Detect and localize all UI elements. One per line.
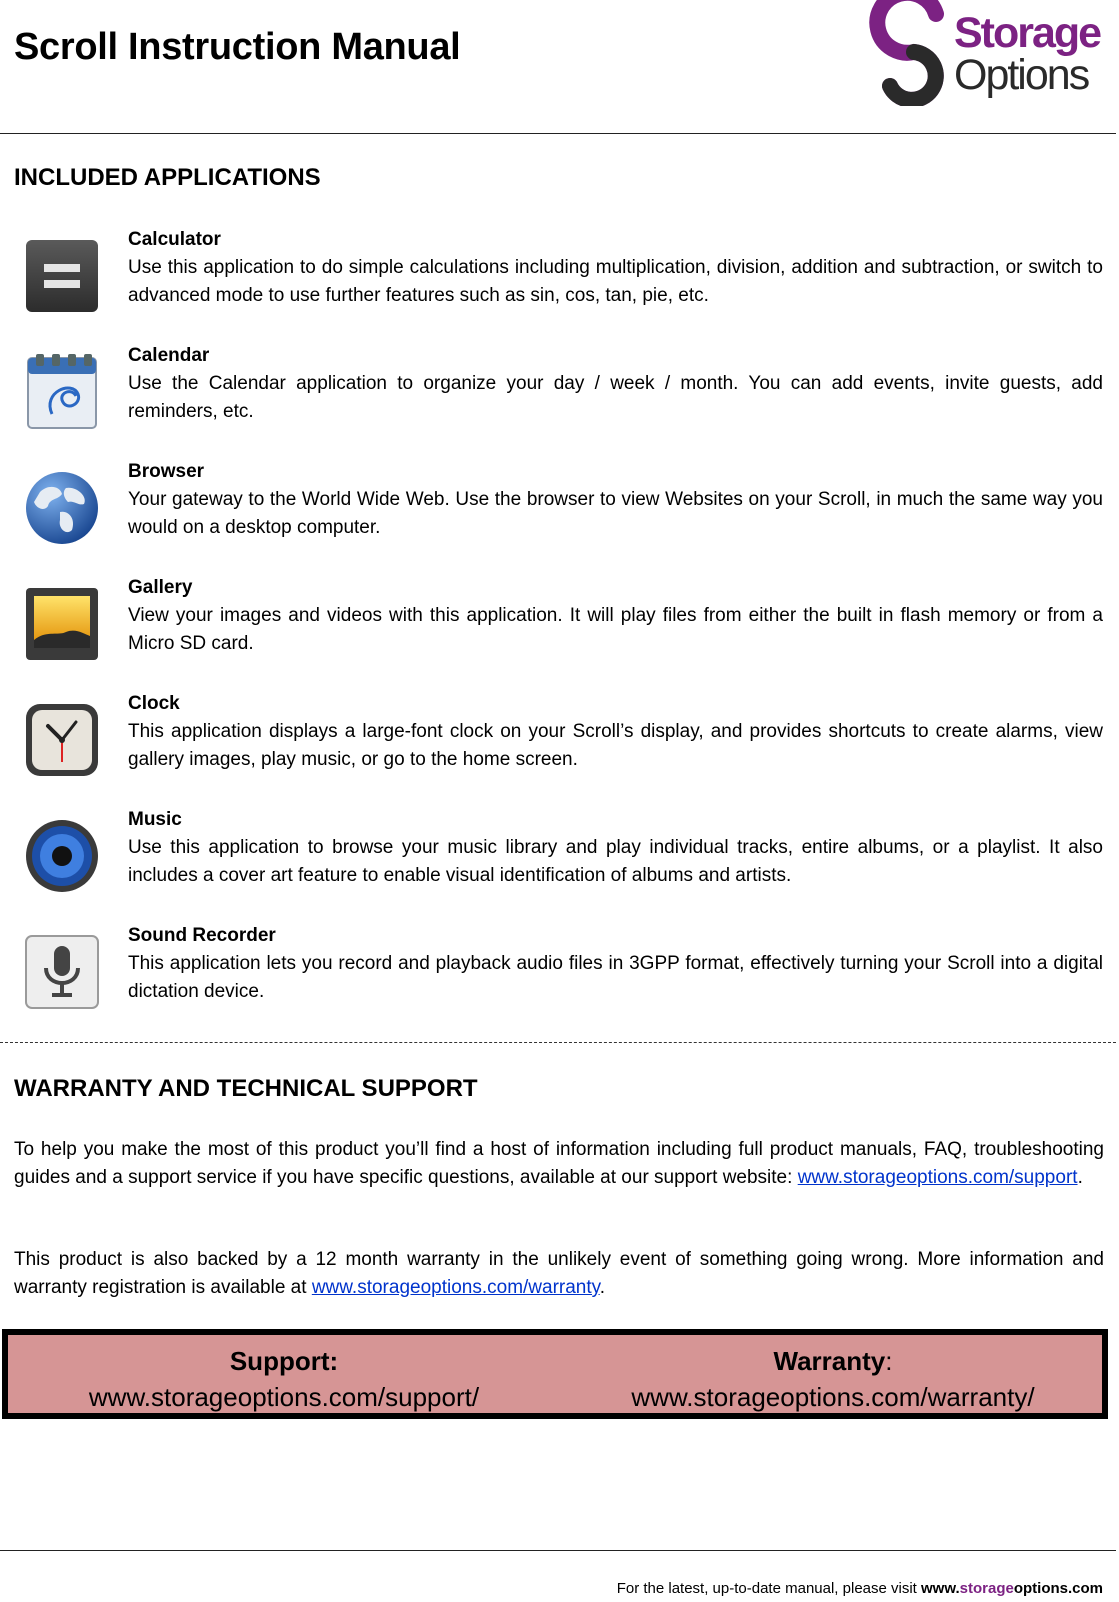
footer-divider bbox=[0, 1550, 1116, 1551]
app-name: Calculator bbox=[128, 229, 221, 250]
app-item-calendar bbox=[0, 342, 1110, 442]
app-item-calculator bbox=[0, 226, 1110, 326]
app-item-sound-recorder bbox=[0, 922, 1110, 1022]
app-description: View your images and videos with this application. It will play files from either the built in flash memory or from a Micro SD card. bbox=[128, 605, 1103, 654]
app-description: This application displays a large-font clock on your Scroll’s display, and provides shortcuts to create alarms, view gallery images, play music, or go to the home screen. bbox=[128, 721, 1103, 770]
warranty-paragraph: This product is also backed by a 12 month warranty in the unlikely event of something going wrong. More information and warranty registration is available at www.storageoptions.com/warranty. bbox=[14, 1249, 1104, 1298]
app-description: Use the Calendar application to organize your day / week / month. You can add events, invite guests, add reminders, etc. bbox=[128, 373, 1103, 422]
app-name: Music bbox=[128, 809, 182, 830]
footer-text: For the latest, up-to-date manual, please visit bbox=[616, 1580, 922, 1597]
globe-icon bbox=[22, 468, 102, 548]
app-name: Gallery bbox=[128, 577, 193, 598]
section-divider bbox=[0, 1042, 1116, 1043]
speaker-icon bbox=[22, 816, 102, 896]
warranty-link[interactable]: www.storageoptions.com/warranty bbox=[311, 1277, 600, 1298]
warranty-section-title: WARRANTY AND TECHNICAL SUPPORT bbox=[14, 1075, 478, 1102]
app-item-browser bbox=[0, 458, 1110, 558]
app-description: Use this application to browse your music library and play individual tracks, entire albums, or a playlist. It also includes a cover art feature to enable visual identification of albums and artists. bbox=[128, 837, 1103, 886]
clock-icon bbox=[22, 700, 102, 780]
storage-options-logo bbox=[866, 0, 1106, 108]
gallery-icon bbox=[22, 584, 102, 664]
app-description: Use this application to do simple calculations including multiplication, division, addition and subtraction, or switch to advanced mode to use further features such as sin, cos, tan, pie, etc. bbox=[128, 257, 1103, 306]
microphone-icon bbox=[22, 932, 102, 1012]
app-description: Your gateway to the World Wide Web. Use the browser to view Websites on your Scroll, in much the same way you would on a desktop computer. bbox=[128, 489, 1103, 538]
support-paragraph: To help you make the most of this product you’ll find a host of information including full product manuals, FAQ, troubleshooting guides and a support service if you have specific questions, available at our support website: www.storageoptions.com/support. bbox=[14, 1139, 1104, 1188]
app-name: Calendar bbox=[128, 345, 210, 366]
contact-info-box bbox=[2, 1329, 1108, 1419]
support-link[interactable]: www.storageoptions.com/support bbox=[797, 1167, 1078, 1188]
warranty-paragraph-text: This product is also backed by a 12 month warranty in the unlikely event of something going wrong. More information and warranty registration is available at bbox=[14, 1249, 1104, 1298]
footer-url-storage: storage bbox=[959, 1580, 1014, 1597]
apps-section-title: INCLUDED APPLICATIONS bbox=[14, 164, 321, 191]
warranty-label: Warranty bbox=[773, 1346, 886, 1376]
logo-s-mark-icon bbox=[866, 0, 962, 106]
footer-note bbox=[617, 1580, 1103, 1597]
logo-word-options: Options bbox=[954, 51, 1089, 99]
header-divider bbox=[0, 133, 1116, 134]
app-name: Browser bbox=[128, 461, 205, 482]
logo-word-storage: Storage bbox=[954, 9, 1101, 57]
support-paragraph-text: To help you make the most of this product you’ll find a host of information including full product manuals, FAQ, troubleshooting guides and a support service if you have specific questions, available at our support website: bbox=[14, 1139, 1104, 1188]
calculator-icon bbox=[22, 236, 102, 316]
footer-url-www: www. bbox=[921, 1580, 960, 1597]
app-name: Sound Recorder bbox=[128, 925, 276, 946]
support-url: www.storageoptions.com/support/ bbox=[88, 1382, 480, 1412]
page-title: Scroll Instruction Manual bbox=[14, 26, 461, 68]
app-item-gallery bbox=[0, 574, 1110, 674]
app-description: This application lets you record and playback audio files in 3GPP format, effectively turning your Scroll into a digital dictation device. bbox=[128, 953, 1103, 1002]
support-column bbox=[8, 1343, 560, 1415]
app-name: Clock bbox=[128, 693, 180, 714]
warranty-url: www.storageoptions.com/warranty/ bbox=[631, 1382, 1035, 1412]
support-label: Support: bbox=[229, 1346, 339, 1376]
warranty-column: Warranty: www.storageoptions.com/warranty/ bbox=[560, 1343, 1106, 1415]
footer-url-options: options.com bbox=[1013, 1580, 1103, 1597]
app-item-music bbox=[0, 806, 1110, 906]
app-item-clock bbox=[0, 690, 1110, 790]
calendar-icon bbox=[22, 352, 102, 432]
